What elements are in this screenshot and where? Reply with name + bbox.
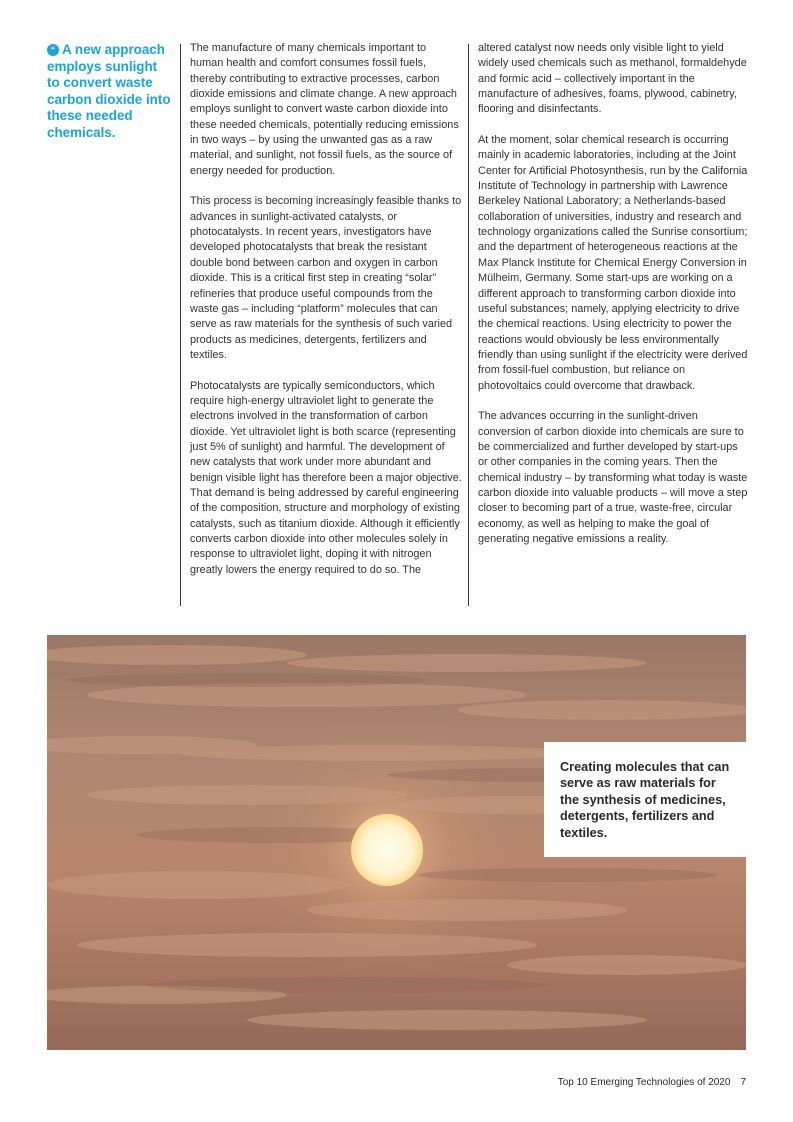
article-column-1: [190, 41, 462, 593]
pull-quote: [47, 42, 171, 142]
page-footer: [440, 1077, 746, 1088]
photo-caption: Creating molecules that can serve as raw materials for the synthesis of medicines, detergents, fertilizers and textiles.: [560, 760, 730, 840]
paragraph: The manufacture of many chemicals important to human health and comfort consumes fossil fuels, thereby contributing to extractive processes, carbon dioxide emissions and climate change. A new approach employs sunlight to convert waste carbon dioxide into these needed chemicals, potentially reducing emissions in two ways – by using the unwanted gas as a raw material, and sunlight, not fossil fuels, as the source of energy needed for production.: [190, 42, 459, 177]
paragraph: This process is becoming increasingly feasible thanks to advances in sunlight-activated catalysts, or photocatalysts. In recent years, investigators have developed photocatalysts that break the resistant double bond between carbon and oxygen in carbon dioxide. This is a critical first step in creating “solar” refineries that produce useful compounds from the waste gas – including “platform” molecules that can serve as raw materials for the synthesis of such varied products as medicines, detergents, fertilizers and textiles.: [190, 195, 462, 361]
article-column-2: [478, 41, 750, 563]
caption-box: [544, 742, 746, 857]
page-number: 7: [740, 1077, 746, 1088]
paragraph: At the moment, solar chemical research is occurring mainly in academic laboratories, including at the Joint Center for Artificial Photosynthesis, run by the California Institute of Technology in partnership with Lawrence Berkeley National Laboratory; a Netherlands-based collaboration of universities, industry and research and technology organizations called the Sunrise consortium; and the department of heterogeneous reactions at the Max Planck Institute for Chemical Energy Conversion in Mülheim, Germany. Some start-ups are working on a different approach to transforming carbon dioxide into useful substances; namely, applying electricity to drive the chemical reactions. Using electricity to power the reactions would obviously be less environmentally friendly than using sunlight if the electricity were derived from fossil-fuel combustion, but reliance on photovoltaics could overcome that drawback.: [478, 134, 748, 392]
sun: [351, 814, 423, 886]
quote-icon: “: [47, 44, 59, 56]
column-divider-right: [468, 44, 469, 606]
paragraph: Photocatalysts are typically semiconductors, which require high-energy ultraviolet light to generate the electrons involved in the transformation of carbon dioxide. Yet ultraviolet light is both scarce (representing just 5% of sunlight) and harmful. The development of new catalysts that work under more abundant and benign visible light has therefore been a major objective. That demand is being addressed by careful engineering of the composition, structure and morphology of existing catalysts, such as titanium dioxide. Although it efficiently converts carbon dioxide into other molecules solely in response to ultraviolet light, doping it with nitrogen greatly lowers the energy required to do so. The: [190, 379, 462, 576]
pull-quote-text: A new approach employs sunlight to convert waste carbon dioxide into these needed chemicals.: [47, 42, 171, 140]
paragraph: The advances occurring in the sunlight-driven conversion of carbon dioxide into chemicals are sure to be commercialized and further developed by start-ups or other companies in the coming years. Then the chemical industry – by transforming what today is waste carbon dioxide into valuable products – will move a step closer to becoming part of a true, waste-free, circular economy, as well as helping to make the goal of generating negative emissions a reality.: [478, 410, 748, 545]
paragraph: altered catalyst now needs only visible light to yield widely used chemicals such as methanol, formaldehyde and formic acid – collectively important in the manufacture of adhesives, foams, plywood, cabinetry, flooring and disinfectants.: [478, 42, 747, 116]
publication-title: Top 10 Emerging Technologies of 2020: [557, 1077, 731, 1088]
column-divider-left: [180, 44, 181, 606]
